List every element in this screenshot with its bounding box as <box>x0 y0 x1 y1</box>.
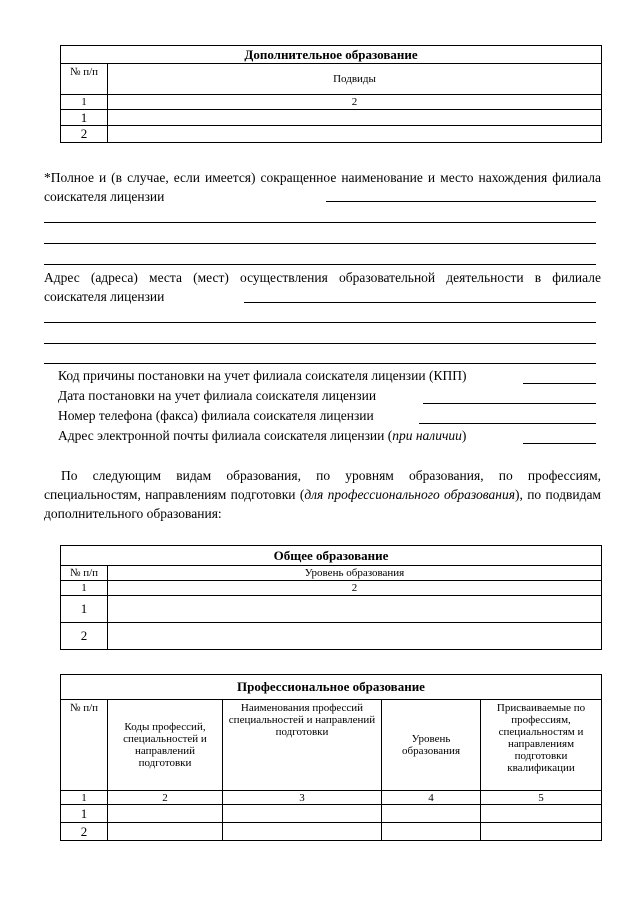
column-number-cell: 1 <box>61 791 108 805</box>
table-cell[interactable] <box>108 623 602 650</box>
column-number-cell: 1 <box>61 95 108 110</box>
col-header-qualifications: Присваиваемые по профессиям, специальностям и направлениям подготовки квалификации <box>481 700 602 791</box>
email-note: при наличии <box>392 428 462 443</box>
column-number-cell: 5 <box>481 791 602 805</box>
row-number: 1 <box>61 110 108 126</box>
branch-address-field-line[interactable] <box>44 343 596 344</box>
row-number: 2 <box>61 623 108 650</box>
kpp-field[interactable] <box>523 383 596 384</box>
branch-name-field[interactable] <box>326 201 596 202</box>
email-field[interactable] <box>523 443 596 444</box>
branch-name-field-line[interactable] <box>44 264 596 265</box>
table-cell[interactable] <box>108 805 223 823</box>
general-education-table <box>60 545 602 650</box>
column-number-cell: 3 <box>223 791 382 805</box>
branch-address-field[interactable] <box>244 302 596 303</box>
table-title: Профессиональное образование <box>61 675 602 700</box>
table-cell[interactable] <box>108 823 223 841</box>
table-cell[interactable] <box>481 823 602 841</box>
column-number-cell: 2 <box>108 791 223 805</box>
row-number: 2 <box>61 823 108 841</box>
table-cell[interactable] <box>108 596 602 623</box>
row-number: 2 <box>61 126 108 143</box>
table-cell[interactable] <box>223 823 382 841</box>
branch-name-field-line[interactable] <box>44 243 596 244</box>
branch-address-field-line[interactable] <box>44 363 596 364</box>
kpp-label: Код причины постановки на учет филиала соискателя лицензии (КПП) <box>58 368 467 383</box>
table-cell[interactable] <box>108 110 602 126</box>
col-header-subtypes: Подвиды <box>108 64 602 95</box>
col-header-codes: Коды профессий, специальностей и направлений подготовки <box>108 700 223 791</box>
column-number-cell: 2 <box>108 95 602 110</box>
email-label: Адрес электронной почты филиала соискателя лицензии (при наличии) <box>58 428 467 443</box>
branch-address-label: Адрес (адреса) места (мест) осуществления образовательной деятельности в филиале соискателя лицензии <box>44 270 601 304</box>
col-header-number: № п/п <box>61 700 108 791</box>
registration-date-label: Дата постановки на учет филиала соискателя лицензии <box>58 388 377 403</box>
branch-name-field-line[interactable] <box>44 222 596 223</box>
col-header-level: Уровень образования <box>382 700 481 791</box>
phone-label: Номер телефона (факса) филиала соискателя лицензии <box>58 408 374 423</box>
branch-address-field-line[interactable] <box>44 322 596 323</box>
col-header-number: № п/п <box>61 566 108 581</box>
table-cell[interactable] <box>382 823 481 841</box>
table-cell[interactable] <box>223 805 382 823</box>
table-title: Дополнительное образование <box>61 46 602 64</box>
column-number-cell: 4 <box>382 791 481 805</box>
row-number: 1 <box>61 805 108 823</box>
column-number-cell: 2 <box>108 581 602 596</box>
col-header-names: Наименования профессий специальностей и направлений подготовки <box>223 700 382 791</box>
col-header-number: № п/п <box>61 64 108 95</box>
phone-field[interactable] <box>419 423 596 424</box>
branch-name-label: *Полное и (в случае, если имеется) сокращенное наименование и место нахождения филиала соискателя лицензии <box>44 170 601 204</box>
table-title: Общее образование <box>61 546 602 566</box>
additional-education-table <box>60 45 602 143</box>
column-number-cell: 1 <box>61 581 108 596</box>
table-cell[interactable] <box>108 126 602 143</box>
registration-date-field[interactable] <box>423 403 596 404</box>
table-cell[interactable] <box>382 805 481 823</box>
col-header-level: Уровень образования <box>108 566 602 581</box>
education-types-intro: По следующим видам образования, по уровням образования, по профессиям, специальностям, направлениям подготовки (для профессионального образования), по подвидам дополнительного образования: <box>44 468 601 521</box>
row-number: 1 <box>61 596 108 623</box>
table-cell[interactable] <box>481 805 602 823</box>
professional-education-table <box>60 674 602 841</box>
